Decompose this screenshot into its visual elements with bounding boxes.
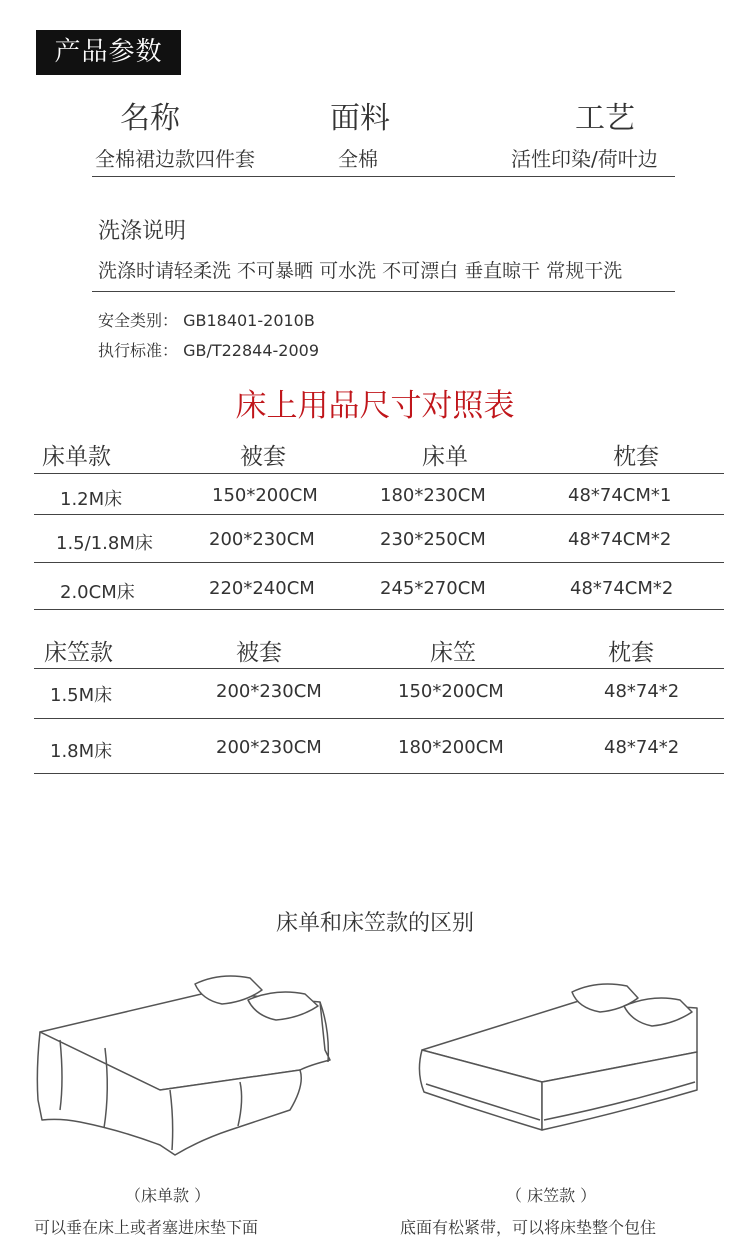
safety-category: 安全类别： GB18401-2010B [98, 311, 315, 330]
flat-sheet-label: （床单款 ） [125, 1186, 211, 1205]
fitted-row1-pillow: 48*74*2 [604, 681, 680, 702]
fitted-row1-type: 1.5M床 [50, 685, 113, 706]
fitted-sheet-illustration [412, 972, 712, 1162]
wash-title: 洗涤说明 [98, 219, 187, 244]
fitted-header-duvet: 被套 [236, 640, 282, 666]
section-banner: 产品参数 [36, 30, 181, 75]
size-table-title: 床上用品尺寸对照表 [235, 388, 515, 424]
table-line [34, 773, 724, 774]
table-line [34, 609, 724, 610]
flat-sheet-description: 可以垂在床上或者塞进床垫下面 [34, 1218, 259, 1237]
fitted-header-pillow: 枕套 [608, 640, 654, 666]
fitted-header-type: 床笠款 [44, 640, 113, 666]
table-line [34, 562, 724, 563]
sheet-row3-type: 2.0CM床 [60, 582, 135, 603]
fitted-row2-pillow: 48*74*2 [604, 737, 680, 758]
sheet-row3-pillow: 48*74CM*2 [570, 578, 674, 599]
fitted-sheet-description: 底面有松紧带，可以将床垫整个包住 [400, 1218, 657, 1237]
sheet-header-type: 床单款 [42, 444, 111, 470]
sheet-row1-duvet: 150*200CM [212, 485, 318, 506]
sheet-row3-sheet: 245*270CM [380, 578, 486, 599]
sheet-row3-duvet: 220*240CM [209, 578, 315, 599]
sheet-row2-type: 1.5/1.8M床 [56, 533, 153, 554]
wash-text: 洗涤时请轻柔洗 不可暴晒 可水洗 不可漂白 垂直晾干 常规干洗 [98, 260, 623, 282]
table-line [34, 668, 724, 669]
fitted-row2-duvet: 200*230CM [216, 737, 322, 758]
sheet-row2-pillow: 48*74CM*2 [568, 529, 672, 550]
sheet-header-duvet: 被套 [240, 444, 286, 470]
divider [92, 176, 675, 177]
param-header-fabric: 面料 [330, 101, 390, 136]
table-line [34, 718, 724, 719]
sheet-header-pillow: 枕套 [613, 444, 659, 470]
sheet-row2-duvet: 200*230CM [209, 529, 315, 550]
execution-standard: 执行标准： GB/T22844-2009 [98, 341, 320, 360]
table-line [34, 473, 724, 474]
sheet-header-sheet: 床单 [422, 444, 468, 470]
difference-title: 床单和床笠款的区别 [275, 911, 474, 936]
param-header-name: 名称 [120, 101, 180, 136]
divider [92, 291, 675, 292]
param-value-name: 全棉裙边款四件套 [95, 147, 255, 171]
fitted-sheet-label: （ 床笠款 ） [506, 1186, 597, 1205]
param-value-craft: 活性印染/荷叶边 [511, 147, 658, 171]
sheet-row1-type: 1.2M床 [60, 489, 123, 510]
sheet-row1-sheet: 180*230CM [380, 485, 486, 506]
param-header-craft: 工艺 [575, 101, 635, 136]
param-value-fabric: 全棉 [338, 147, 378, 171]
fitted-header-fitted: 床笠 [430, 640, 476, 666]
fitted-row1-duvet: 200*230CM [216, 681, 322, 702]
fitted-row1-fitted: 150*200CM [398, 681, 504, 702]
sheet-row2-sheet: 230*250CM [380, 529, 486, 550]
flat-sheet-illustration [30, 970, 340, 1160]
fitted-row2-fitted: 180*200CM [398, 737, 504, 758]
sheet-row1-pillow: 48*74CM*1 [568, 485, 672, 506]
table-line [34, 514, 724, 515]
fitted-row2-type: 1.8M床 [50, 741, 113, 762]
